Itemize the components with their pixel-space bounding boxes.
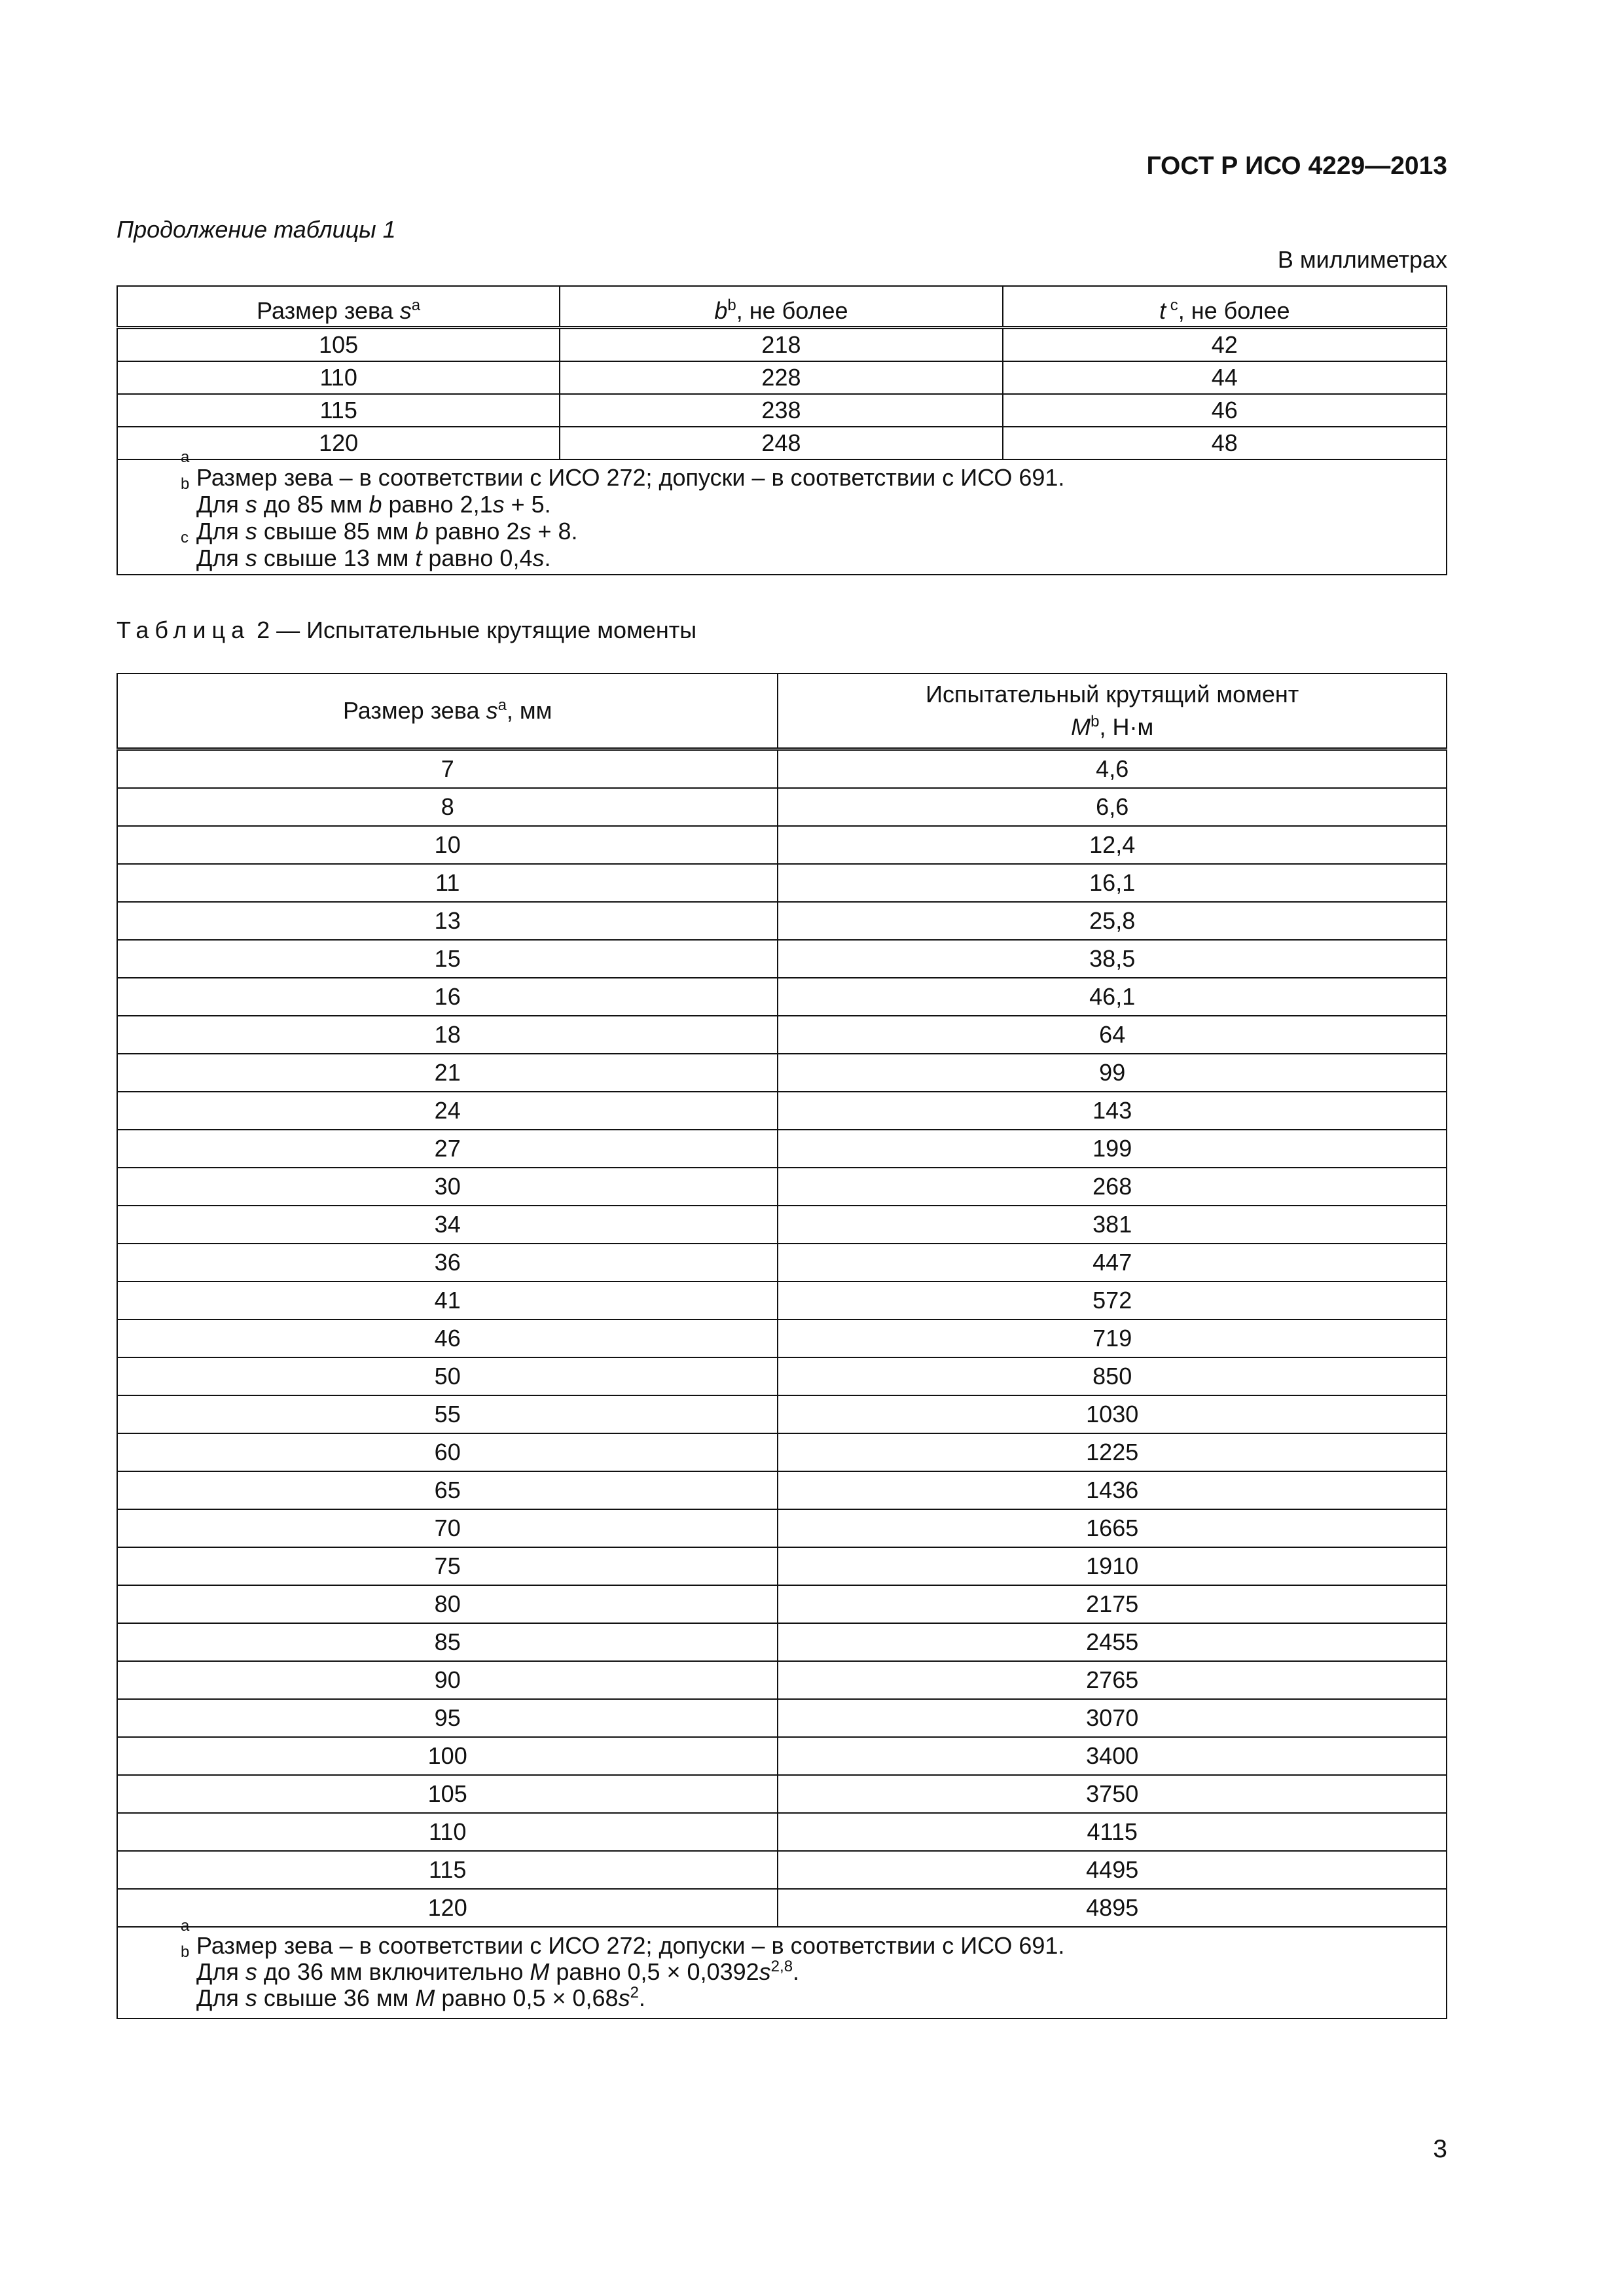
table2-header-row [117,673,1447,749]
table1-header-b [560,286,1002,328]
table-row [117,1509,1447,1547]
table-row [117,1889,1447,1927]
table-cell: 7 [117,749,778,789]
footnote-text: . [793,1958,800,1985]
table1-header-jaw-size [117,286,560,328]
table-row [117,427,1447,459]
table-row [117,1699,1447,1737]
header-variable: s [399,297,412,324]
table-row [117,1433,1447,1471]
footnote-variable: s [532,545,545,571]
footnote-variable: b [369,491,382,518]
footnote-text: свыше 13 мм [257,545,416,571]
table-cell: 42 [1003,328,1447,362]
table-cell: 3400 [778,1737,1447,1775]
table2 [117,673,1447,2019]
table-cell: 2455 [778,1623,1447,1661]
footnote-variable: t [415,545,422,571]
footnote-b-line2 [196,518,1446,545]
table-cell: 48 [1003,427,1447,459]
table-row [117,940,1447,978]
footnote-text: + 5. [504,491,551,518]
table-cell: 44 [1003,361,1447,394]
table2-header-torque [778,673,1447,749]
table2-caption-text: 2 — Испытательные крутящие моменты [250,617,697,643]
footnote-text: равно 0,5 × 0,68 [435,1984,619,2011]
table-row [117,902,1447,940]
table-cell: 70 [117,1509,778,1547]
footnote-text: Для [196,518,245,545]
table-cell: 447 [778,1244,1447,1282]
table-cell: 100 [117,1737,778,1775]
table-row [117,1623,1447,1661]
table-cell: 34 [117,1206,778,1244]
table-cell: 85 [117,1623,778,1661]
footnote-text: Для [196,1984,245,2011]
footnote-c: c Для s свыше 13 мм t равно 0,4s. [181,529,551,571]
table-cell: 46 [1003,394,1447,427]
footnote-text: равно 0,4 [422,545,533,571]
footnote-a: a Размер зева – в соответствии с ИСО 272; допуски – в соответствии с ИСО 691. [181,448,1065,491]
footnote-text: + 8. [531,518,578,545]
footnote-text: до 36 мм включительно [257,1958,530,1985]
table-cell: 6,6 [778,788,1447,826]
footnote-text: равно 2,1 [382,491,493,518]
table-cell: 850 [778,1357,1447,1395]
table-cell: 65 [117,1471,778,1509]
footnote-text: Для [196,1958,245,1985]
table-cell: 8 [117,788,778,826]
table-cell: 4115 [778,1813,1447,1851]
footnote-text: равно 2 [428,518,520,545]
footnote-variable: s [245,518,257,545]
table-cell: 105 [117,328,560,362]
table-row [117,1775,1447,1813]
table-cell: 38,5 [778,940,1447,978]
footnote-text: свыше 85 мм [257,518,416,545]
footnote-variable: s [245,491,257,518]
footnote-text: Размер зева – в соответствии с ИСО 272; допуски – в соответствии с ИСО 691. [196,464,1065,491]
table-cell: 1436 [778,1471,1447,1509]
table-cell: 15 [117,940,778,978]
footnote-text: до 85 мм [257,491,369,518]
footnote-variable: s [492,491,505,518]
table-cell: 50 [117,1357,778,1395]
table-cell: 268 [778,1168,1447,1206]
table-row [117,978,1447,1016]
table-cell: 2765 [778,1661,1447,1699]
footnote-text: равно 0,5 × 0,0392 [549,1958,759,1985]
table-row [117,1737,1447,1775]
header-variable: s [486,697,498,724]
footnote-variable: s [519,518,532,545]
table-cell: 2175 [778,1585,1447,1623]
table-row [117,394,1447,427]
footnote-text: свыше 36 мм [257,1984,416,2011]
table-row [117,1395,1447,1433]
footnote-b-line1: b Для s до 36 мм включительно M равно $0,5 \times 0,0392s^{2,8}$. [181,1943,800,1985]
table2-header-jaw-size [117,673,778,749]
table-cell: 64 [778,1016,1447,1054]
footnote-b-line2 [196,1985,1446,2011]
table-cell: 41 [117,1282,778,1319]
table-cell: 60 [117,1433,778,1471]
table-row [117,1244,1447,1282]
table-cell: 18 [117,1016,778,1054]
table-cell: 248 [560,427,1002,459]
footnote-variable: s [759,1958,771,1985]
table-cell: 12,4 [778,826,1447,864]
table-cell: 80 [117,1585,778,1623]
table-cell: 27 [117,1130,778,1168]
document-header-title: ГОСТ Р ИСО 4229—2013 [1146,152,1447,180]
footnote-ref: b [1091,713,1100,730]
footnote-ref: a [497,696,507,714]
table-cell: 99 [778,1054,1447,1092]
footnote-b-line1: b Для s до 85 мм b равно 2,1s + 5. [181,475,551,518]
table-cell: 228 [560,361,1002,394]
footnote-text: . [544,545,551,571]
exponent: 2,8 [770,1958,793,1975]
table2-caption-label: Таблица [117,617,251,643]
table1-footnotes [117,448,1447,575]
table-cell: 4,6 [778,749,1447,789]
table1 [117,285,1447,575]
table-row [117,788,1447,826]
footnote-ref: b [727,296,736,314]
table-cell: 16 [117,978,778,1016]
table-cell: 3070 [778,1699,1447,1737]
table1-units-label: В миллиметрах [1277,246,1447,273]
table-row [117,1471,1447,1509]
exponent: 2 [630,1984,639,2001]
table-cell: 1665 [778,1509,1447,1547]
header-text: Размер зева [342,697,486,724]
table-cell: 25,8 [778,902,1447,940]
footnote-text: . [638,1984,645,2011]
header-variable: b [714,297,728,324]
table-cell: 11 [117,864,778,902]
table-cell: 16,1 [778,864,1447,902]
table-cell: 30 [117,1168,778,1206]
table-row [117,328,1447,362]
table1-continuation-caption: Продолжение таблицы 1 [117,216,396,243]
table-cell: 238 [560,394,1002,427]
footnote-variable: M [415,1984,435,2011]
table-row [117,1168,1447,1206]
table-cell: 4495 [778,1851,1447,1889]
table-cell: 719 [778,1319,1447,1357]
footnote-variable: s [245,545,257,571]
table-row [117,1092,1447,1130]
table1-header-row [117,286,1447,328]
table-cell: 4895 [778,1889,1447,1927]
table-cell: 110 [117,1813,778,1851]
table-cell: 46 [117,1319,778,1357]
table1-header-t [1003,286,1447,328]
footnote-variable: s [245,1958,257,1985]
table-row [117,1357,1447,1395]
table-cell: 46,1 [778,978,1447,1016]
table-cell: 199 [778,1130,1447,1168]
table-cell: 24 [117,1092,778,1130]
table-cell: 218 [560,328,1002,362]
table-cell: 572 [778,1282,1447,1319]
table-cell: 36 [117,1244,778,1282]
header-unit: , Н·м [1099,713,1154,740]
table-row [117,1054,1447,1092]
table-row [117,1547,1447,1585]
table-cell: 110 [117,361,560,394]
table-row [117,1585,1447,1623]
table-cell: 90 [117,1661,778,1699]
header-text: , не более [1178,297,1290,324]
table1-notes-row [117,459,1447,575]
header-text: Размер зева [257,297,400,324]
table2-notes-row [117,1927,1447,2018]
table-cell: 95 [117,1699,778,1737]
table-row [117,1661,1447,1699]
header-text: , не более [736,297,848,324]
table-cell: 21 [117,1054,778,1092]
table-cell: 143 [778,1092,1447,1130]
footnote-text: Размер зева – в соответствии с ИСО 272; допуски – в соответствии с ИСО 691. [196,1932,1065,1959]
table-cell: 1030 [778,1395,1447,1433]
table-cell: 3750 [778,1775,1447,1813]
table-cell: 75 [117,1547,778,1585]
table-row [117,864,1447,902]
table-cell: 10 [117,826,778,864]
header-text: Испытательный крутящий момент [926,681,1299,708]
table-cell: 1910 [778,1547,1447,1585]
table-cell: 55 [117,1395,778,1433]
table-cell: 115 [117,394,560,427]
header-variable: M [1071,713,1091,740]
table-row [117,826,1447,864]
footnote-text: Для [196,491,245,518]
footnote-variable: b [415,518,429,545]
footnote-variable: M [530,1958,550,1985]
table-row [117,1851,1447,1889]
footnote-ref: a [411,296,421,314]
footnote-variable: s [618,1984,630,2011]
table-row [117,1206,1447,1244]
table2-caption [117,617,696,644]
footnote-ref: c [1166,296,1178,314]
table-row [117,1813,1447,1851]
table-cell: 1225 [778,1433,1447,1471]
table-cell: 115 [117,1851,778,1889]
footnote-text: Для [196,545,245,571]
table-cell: 381 [778,1206,1447,1244]
table2-footnotes [117,1917,1447,2018]
table-cell: 120 [117,1889,778,1927]
footnote-a: a Размер зева – в соответствии с ИСО 272; допуски – в соответствии с ИСО 691. [181,1917,1065,1959]
table-row [117,1016,1447,1054]
table-cell: 105 [117,1775,778,1813]
table-row [117,1319,1447,1357]
table-row [117,361,1447,394]
footnote-variable: s [245,1984,257,2011]
header-variable: t [1159,297,1166,324]
page-number: 3 [1433,2135,1447,2163]
table-row [117,1130,1447,1168]
table-cell: 13 [117,902,778,940]
table-row [117,749,1447,789]
header-unit: , мм [506,697,552,724]
table-cell: 120 [117,427,560,459]
table-row [117,1282,1447,1319]
